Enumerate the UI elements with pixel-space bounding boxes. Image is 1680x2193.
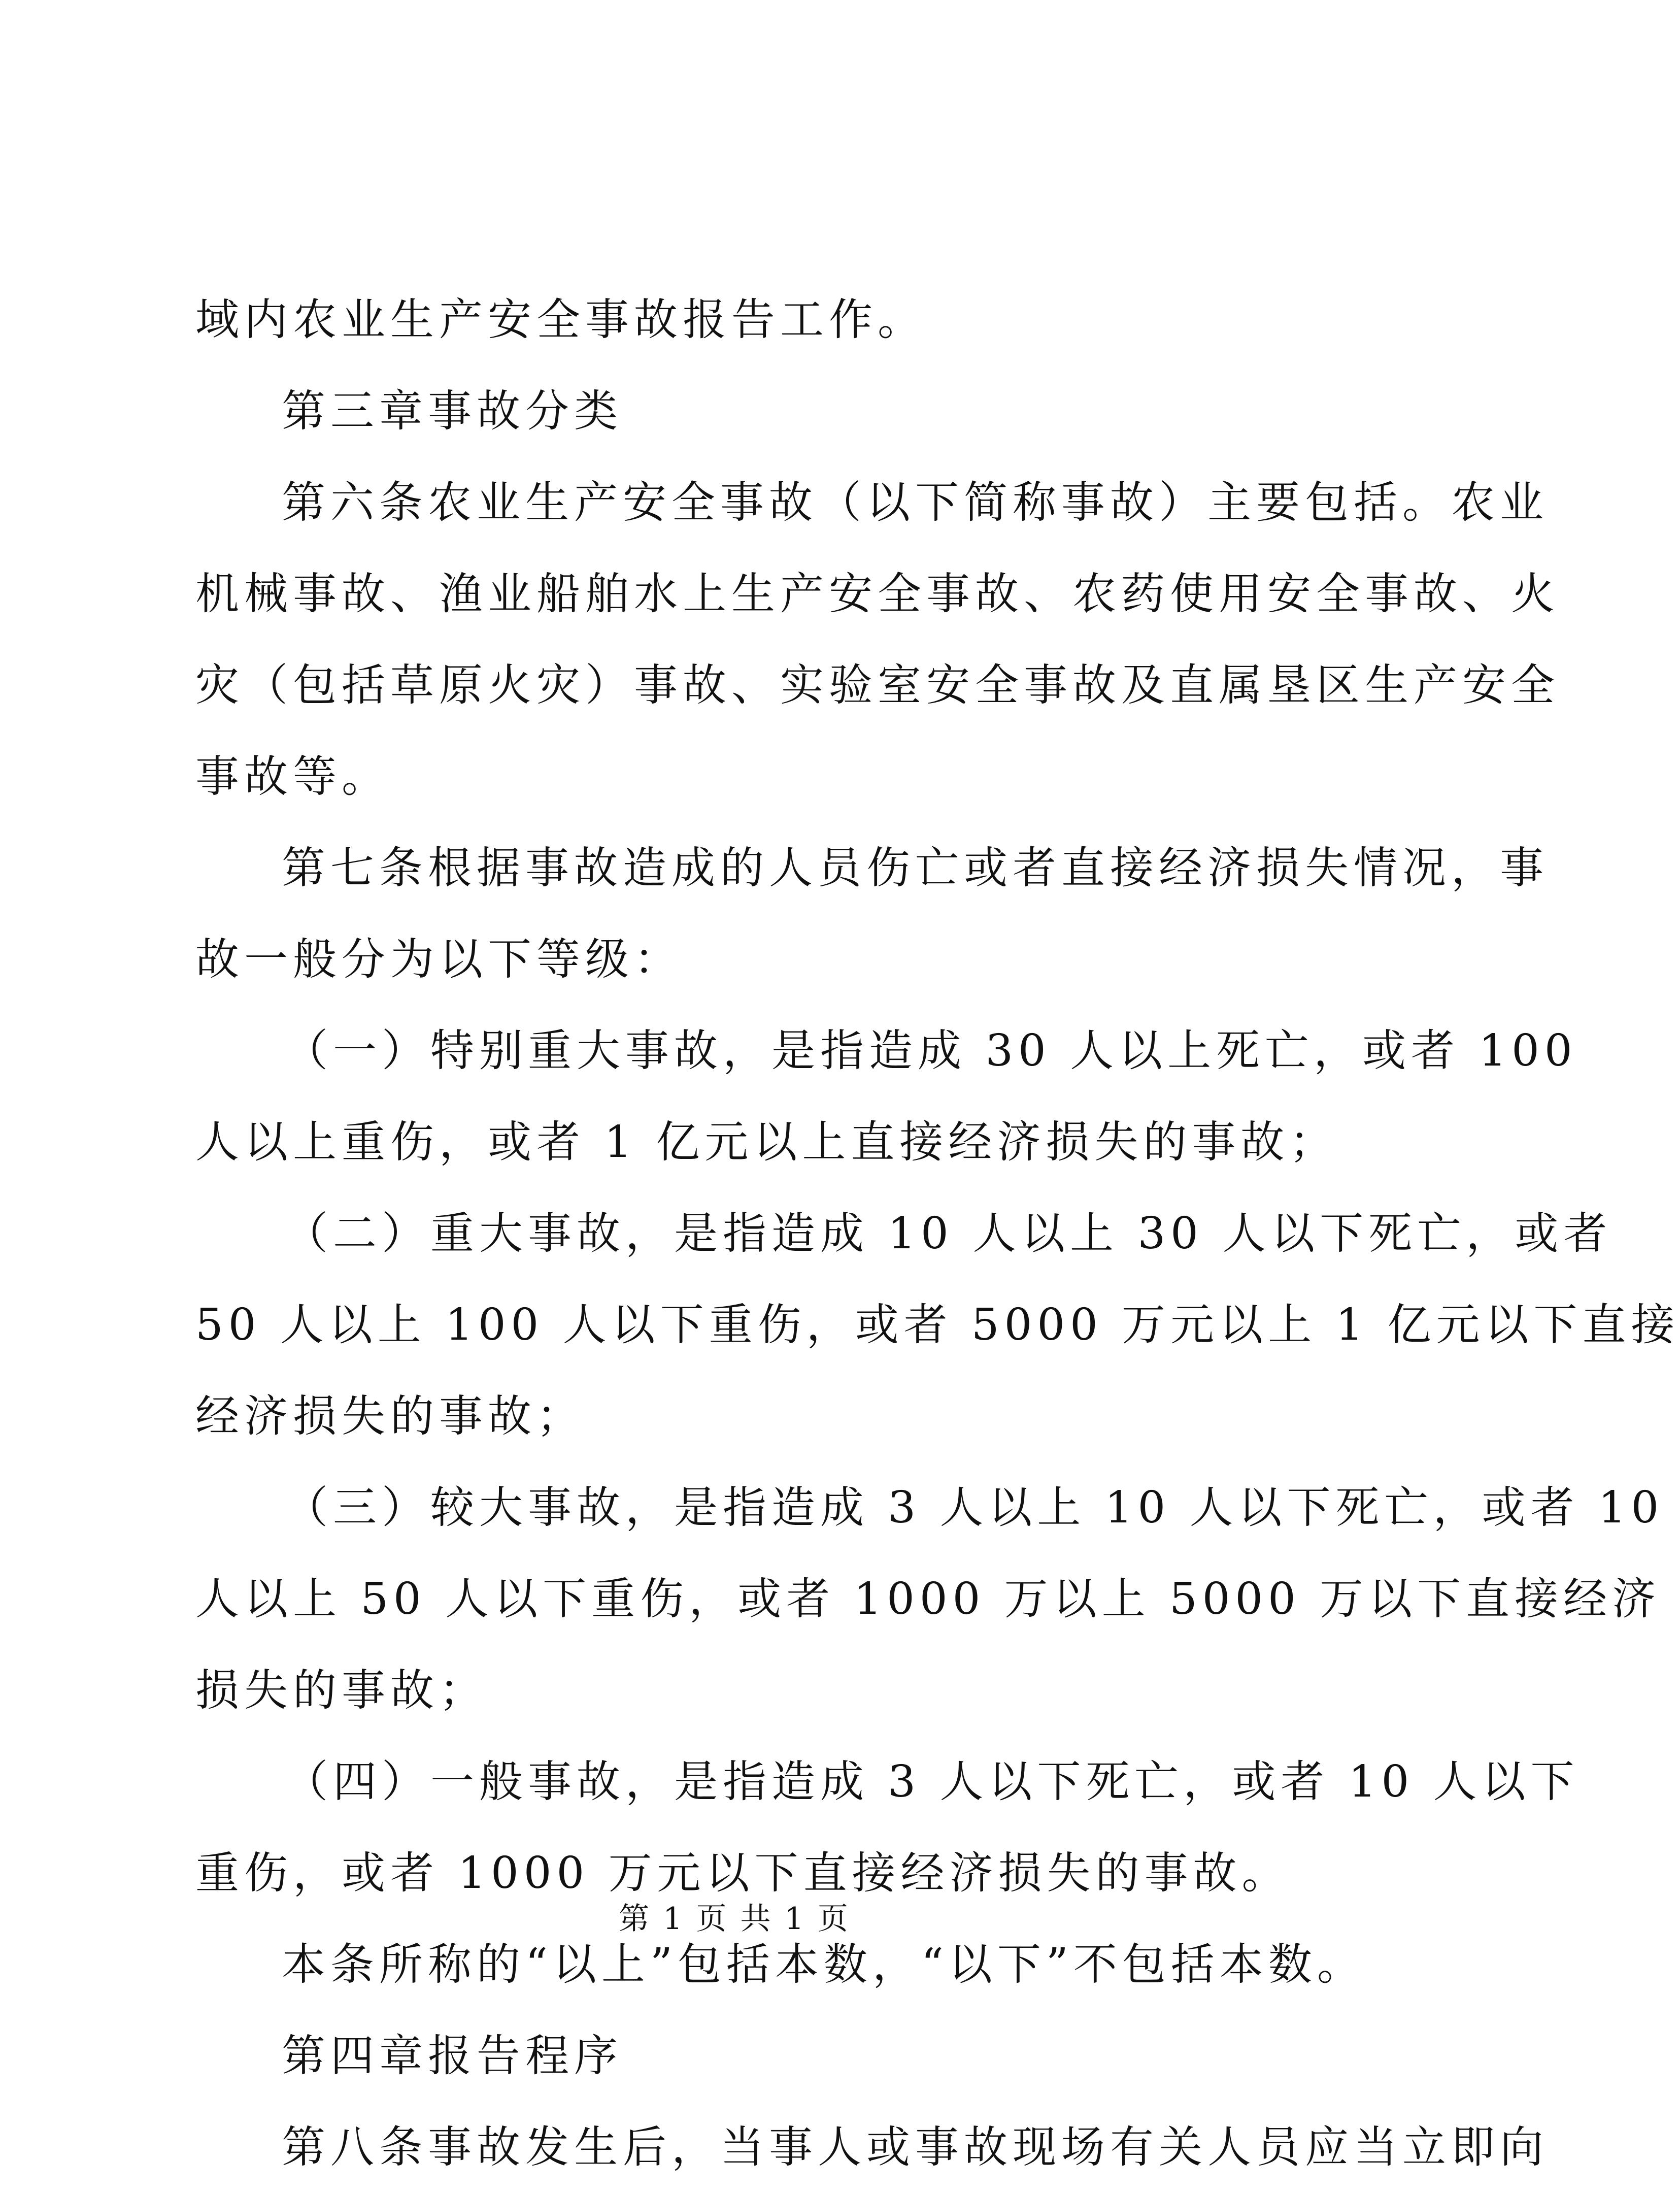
text-line: 灾（包括草原火灾）事故、实验室安全事故及直属垦区生产安全 xyxy=(195,660,1560,711)
chapter-heading: 第三章事故分类 xyxy=(282,386,623,437)
text-line: （一）特别重大事故，是指造成 30 人以上死亡，或者 100 xyxy=(284,1025,1577,1076)
text-line: 第七条根据事故造成的人员伤亡或者直接经济损失情况，事 xyxy=(282,843,1549,893)
text-line: 损失的事故； xyxy=(195,1665,488,1716)
text-line: （三）较大事故，是指造成 3 人以上 10 人以下死亡，或者 10 xyxy=(284,1482,1664,1533)
text-line: 第八条事故发生后，当事人或事故现场有关人员应当立即向 xyxy=(282,2122,1549,2173)
page-number: 第 1 页 共 1 页 xyxy=(619,1901,850,1937)
page-footer xyxy=(0,1899,1469,1939)
text-line: 人以上 50 人以下重伤，或者 1000 万以上 5000 万以下直接经济 xyxy=(195,1574,1661,1624)
text-line: 故一般分为以下等级： xyxy=(195,934,683,985)
text-line: 重伤，或者 1000 万元以下直接经济损失的事故。 xyxy=(195,1848,1291,1899)
text-line: （四）一般事故，是指造成 3 人以下死亡，或者 10 人以下 xyxy=(284,1756,1580,1807)
text-line: （二）重大事故，是指造成 10 人以上 30 人以下死亡，或者 xyxy=(284,1208,1612,1259)
text-line: 域内农业生产安全事故报告工作。 xyxy=(195,294,926,345)
text-line: 事故等。 xyxy=(195,751,390,802)
text-line: 机械事故、渔业船舶水上生产安全事故、农药使用安全事故、火 xyxy=(195,569,1560,619)
text-line: 第六条农业生产安全事故（以下简称事故）主要包括。农业 xyxy=(282,477,1549,528)
chapter-heading: 第四章报告程序 xyxy=(282,2031,623,2081)
text-line: 经济损失的事故； xyxy=(195,1391,585,1442)
text-line: 人以上重伤，或者 1 亿元以上直接经济损失的事故； xyxy=(195,1117,1338,1168)
text-line: 本条所称的“以上”包括本数，“以下”不包括本数。 xyxy=(282,1939,1366,1990)
text-line: 50 人以上 100 人以下重伤，或者 5000 万元以上 1 亿元以下直接 xyxy=(195,1300,1680,1350)
